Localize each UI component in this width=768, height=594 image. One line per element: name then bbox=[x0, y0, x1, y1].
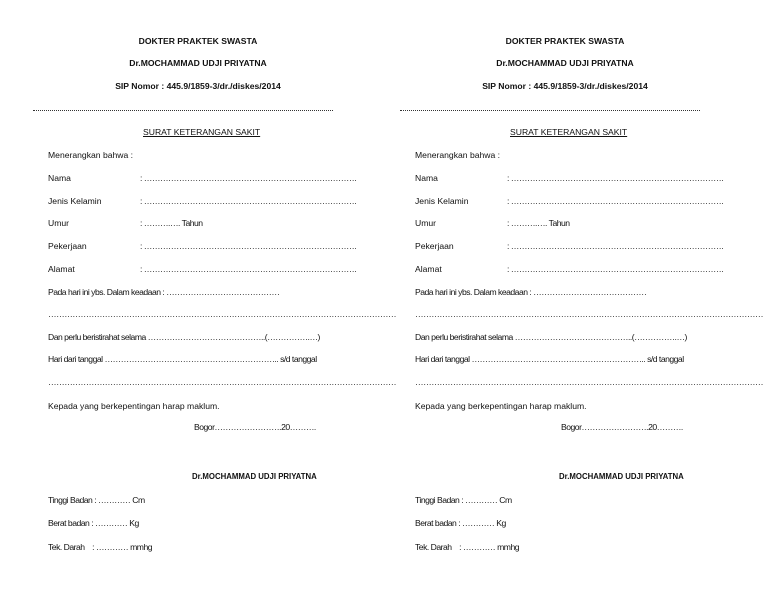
practice-title: DOKTER PRAKTEK SWASTA bbox=[138, 36, 258, 46]
dotted-blank-line-1: ………………………………………………………………………………………………………………… bbox=[48, 309, 397, 319]
condition-line: Pada hari ini ybs. Dalam keadaan : …………………………………… bbox=[48, 287, 280, 297]
dotted-blank-line-1: ………………………………………………………………………………………………………………… bbox=[415, 309, 764, 319]
sick-letter-form-left bbox=[33, 0, 397, 594]
header-separator bbox=[400, 110, 700, 111]
intro-text: Menerangkan bahwa : bbox=[48, 150, 134, 160]
field-value-alamat: : ……………………………………………………………………. bbox=[507, 264, 724, 274]
field-value-alamat: : ……………………………………………………………………. bbox=[140, 264, 357, 274]
vital-blood-pressure: Tek. Darah : ………… mmhg bbox=[48, 542, 153, 552]
vital-height: Tinggi Badan : ………… Cm bbox=[415, 495, 512, 505]
field-value-pekerjaan: : ……………………………………………………………………. bbox=[507, 241, 724, 251]
letter-title: SURAT KETERANGAN SAKIT bbox=[510, 127, 628, 137]
header-separator bbox=[33, 110, 333, 111]
license-number: SIP Nomor : 445.9/1859-3/dr./diskes/2014 bbox=[115, 81, 281, 91]
field-value-jenis-kelamin: : ……………………………………………………………………. bbox=[507, 196, 724, 206]
doctor-name: Dr.MOCHAMMAD UDJI PRIYATNA bbox=[496, 58, 634, 68]
signature-name: Dr.MOCHAMMAD UDJI PRIYATNA bbox=[559, 472, 684, 481]
field-value-umur: : ……….…. Tahun bbox=[507, 218, 570, 228]
vital-height: Tinggi Badan : ………… Cm bbox=[48, 495, 145, 505]
field-value-umur: : ……….…. Tahun bbox=[140, 218, 203, 228]
rest-duration-line: Dan perlu beristirahat selama ……………………………………..(…………….…) bbox=[415, 332, 687, 342]
field-label-pekerjaan: Pekerjaan bbox=[48, 241, 87, 251]
date-range-line: Hari dari tanggal ……………………………………………………….. s/d tanggal bbox=[48, 354, 317, 364]
rest-duration-line: Dan perlu beristirahat selama ……………………………………..(…………….…) bbox=[48, 332, 320, 342]
intro-text: Menerangkan bahwa : bbox=[415, 150, 501, 160]
field-value-nama: : ……………………………………………………………………. bbox=[140, 173, 357, 183]
place-date: Bogor…………………….20………. bbox=[561, 422, 683, 432]
field-label-umur: Umur bbox=[48, 218, 70, 228]
field-label-alamat: Alamat bbox=[48, 264, 75, 274]
license-number: SIP Nomor : 445.9/1859-3/dr./diskes/2014 bbox=[482, 81, 648, 91]
field-value-jenis-kelamin: : ……………………………………………………………………. bbox=[140, 196, 357, 206]
closing-text: Kepada yang berkepentingan harap maklum. bbox=[48, 401, 220, 411]
sick-letter-form-right bbox=[400, 0, 764, 594]
closing-text: Kepada yang berkepentingan harap maklum. bbox=[415, 401, 587, 411]
field-label-nama: Nama bbox=[415, 173, 438, 183]
dotted-blank-line-2: ………………………………………………………………………………………………………………… bbox=[48, 377, 397, 387]
vital-weight: Berat badan : ………… Kg bbox=[415, 518, 506, 528]
field-label-pekerjaan: Pekerjaan bbox=[415, 241, 454, 251]
place-date: Bogor…………………….20………. bbox=[194, 422, 316, 432]
field-label-jenis-kelamin: Jenis Kelamin bbox=[415, 196, 469, 206]
vital-blood-pressure: Tek. Darah : ………… mmhg bbox=[415, 542, 520, 552]
dotted-blank-line-2: ………………………………………………………………………………………………………………… bbox=[415, 377, 764, 387]
date-range-line: Hari dari tanggal ……………………………………………………….. s/d tanggal bbox=[415, 354, 684, 364]
vital-weight: Berat badan : ………… Kg bbox=[48, 518, 139, 528]
field-label-umur: Umur bbox=[415, 218, 437, 228]
doctor-name: Dr.MOCHAMMAD UDJI PRIYATNA bbox=[129, 58, 267, 68]
condition-line: Pada hari ini ybs. Dalam keadaan : …………………………………… bbox=[415, 287, 647, 297]
field-label-jenis-kelamin: Jenis Kelamin bbox=[48, 196, 102, 206]
field-label-nama: Nama bbox=[48, 173, 71, 183]
field-value-pekerjaan: : ……………………………………………………………………. bbox=[140, 241, 357, 251]
letter-title: SURAT KETERANGAN SAKIT bbox=[143, 127, 261, 137]
field-value-nama: : ……………………………………………………………………. bbox=[507, 173, 724, 183]
practice-title: DOKTER PRAKTEK SWASTA bbox=[505, 36, 625, 46]
field-label-alamat: Alamat bbox=[415, 264, 442, 274]
signature-name: Dr.MOCHAMMAD UDJI PRIYATNA bbox=[192, 472, 317, 481]
